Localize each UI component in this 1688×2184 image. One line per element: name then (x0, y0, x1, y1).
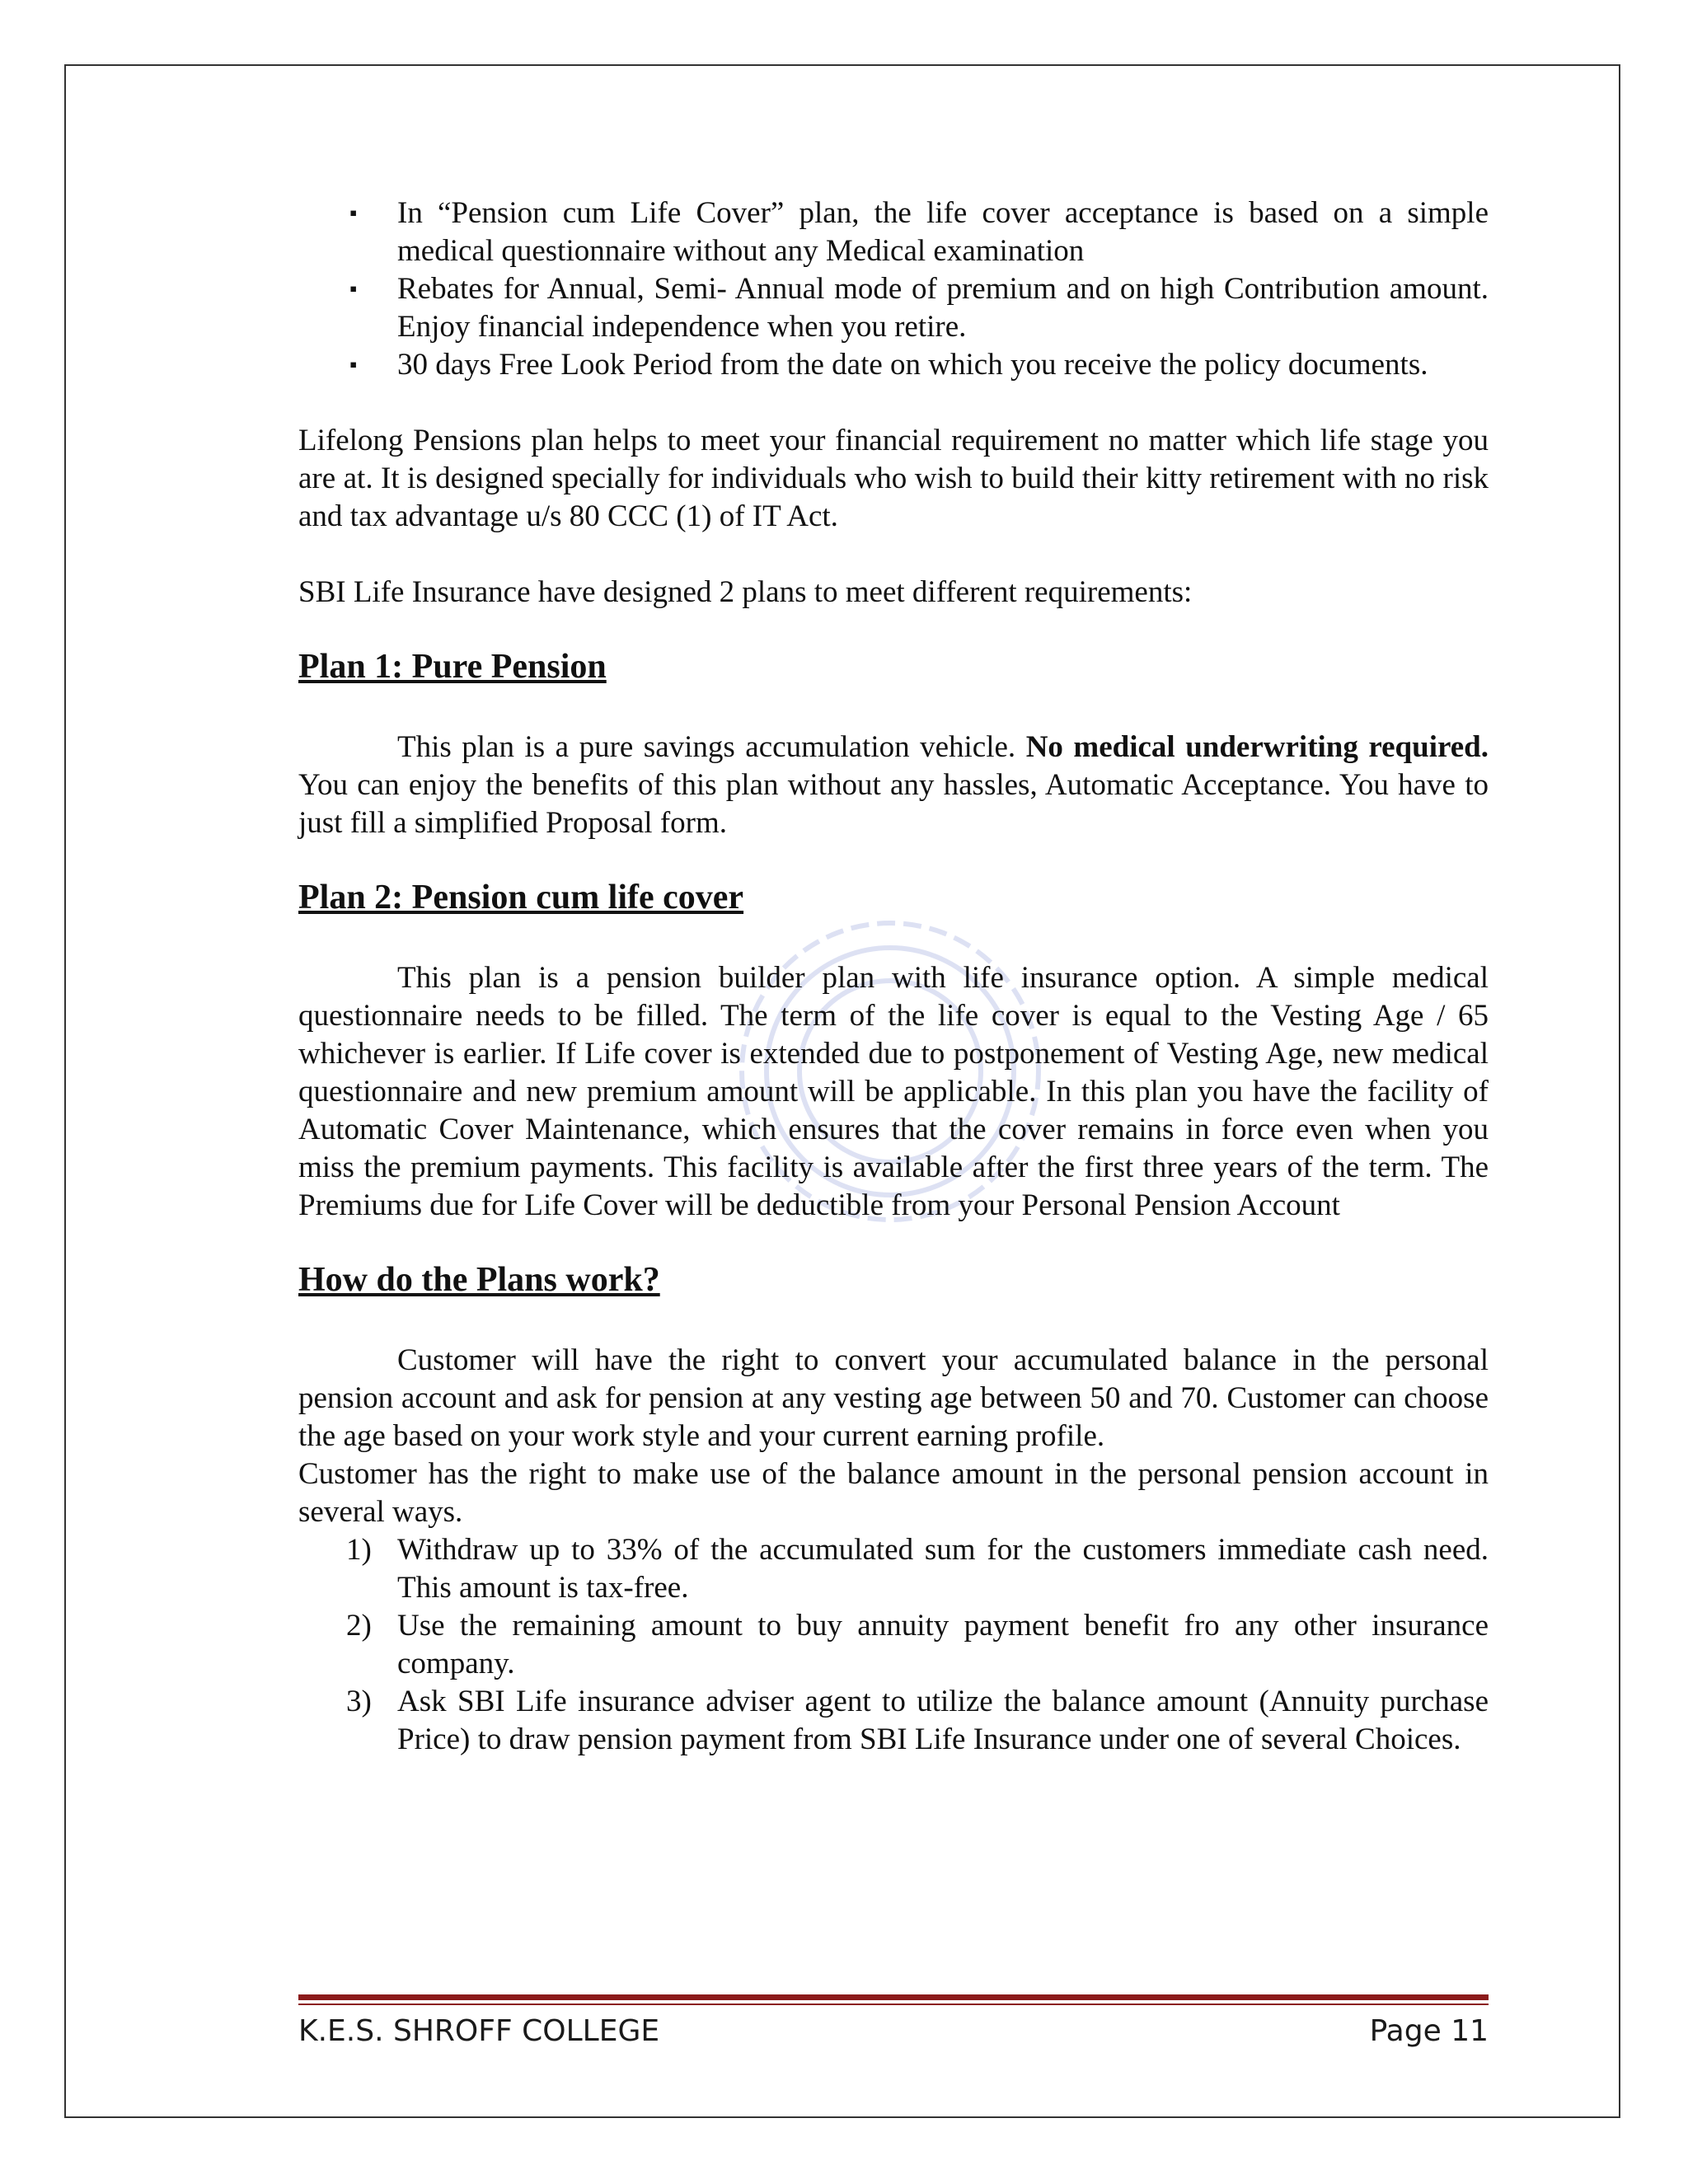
plan1-bold-text: No medical underwriting required. (1025, 730, 1489, 764)
how-it-works-paragraph2: Customer has the right to make use of the balance amount in the personal pension account in several ways. (298, 1457, 1489, 1529)
footer-page-number: Page 11 (1369, 2014, 1489, 2048)
step-number: 1) (346, 1533, 372, 1567)
bullet-icon: ▪ (349, 353, 358, 377)
how-it-works-heading: How do the Plans work? (298, 1261, 660, 1299)
page-content (298, 194, 1489, 1759)
feature-bullet-list (298, 194, 1489, 384)
plan1-paragraph: This plan is a pure savings accumulation vehicle. No medical underwriting required. You can enjoy the benefits of this plan without any hassles, Automatic Acceptance. You have to just fill a simplified Proposal form. (298, 730, 1489, 840)
plan2-paragraph: This plan is a pension builder plan with life insurance option. A simple medical questionnaire needs to be filled. The term of the life cover is equal to the Vesting Age / 65 whichever is earlier. If Life cover is extended due to postponement of Vesting Age, new medical questionnaire and new premium amount will be applicable. In this plan you have the facility of Automatic Cover Maintenance, which ensures that the cover remains in force even when you miss the premium payments. This facility is available after the first three years of the term. The Premiums due for Life Cover will be deductible from your Personal Pension Account (298, 961, 1489, 1222)
plan1-heading: Plan 1: Pure Pension (298, 648, 607, 686)
footer-rule-thin (298, 2004, 1489, 2005)
how-it-works-paragraph1: Customer will have the right to convert your accumulated balance in the personal pension account and ask for pension at any vesting age between 50 and 70. Customer can choose the age based on your work style and your current earning profile. (298, 1343, 1489, 1453)
plan2-heading: Plan 2: Pension cum life cover (298, 879, 744, 916)
list-item: ▪ 30 days Free Look Period from the date on which you receive the policy documents. (298, 346, 1489, 384)
footer-rule (298, 1994, 1489, 2000)
list-item: ▪ In “Pension cum Life Cover” plan, the life cover acceptance is based on a simple medical questionnaire without any Medical examination (349, 196, 1489, 268)
plans-intro: SBI Life Insurance have designed 2 plans to meet different requirements: (298, 575, 1193, 609)
list-item: 1) Withdraw up to 33% of the accumulated sum for the customers immediate cash need. This amount is tax-free. (346, 1533, 1489, 1605)
usage-steps-list (298, 1531, 1489, 1759)
intro-paragraph: Lifelong Pensions plan helps to meet your financial requirement no matter which life stage you are at. It is designed specially for individuals who wish to build their kitty retirement with no risk and tax advantage u/s 80 CCC (1) of IT Act. (298, 424, 1489, 533)
step-number: 3) (346, 1685, 372, 1718)
list-item: ▪ Rebates for Annual, Semi- Annual mode of premium and on high Contribution amount. Enjoy financial independence when you retire. (349, 272, 1489, 344)
list-item: 2) Use the remaining amount to buy annuity payment benefit fro any other insurance company. (346, 1609, 1489, 1680)
step-number: 2) (346, 1609, 372, 1643)
list-item: 3) Ask SBI Life insurance adviser agent to utilize the balance amount (Annuity purchase Price) to draw pension payment from SBI Life Insurance under one of several Choices. (346, 1685, 1489, 1756)
footer-college-name: K.E.S. SHROFF COLLEGE (298, 2014, 660, 2048)
bullet-icon: ▪ (349, 201, 358, 225)
bullet-icon: ▪ (349, 277, 358, 301)
